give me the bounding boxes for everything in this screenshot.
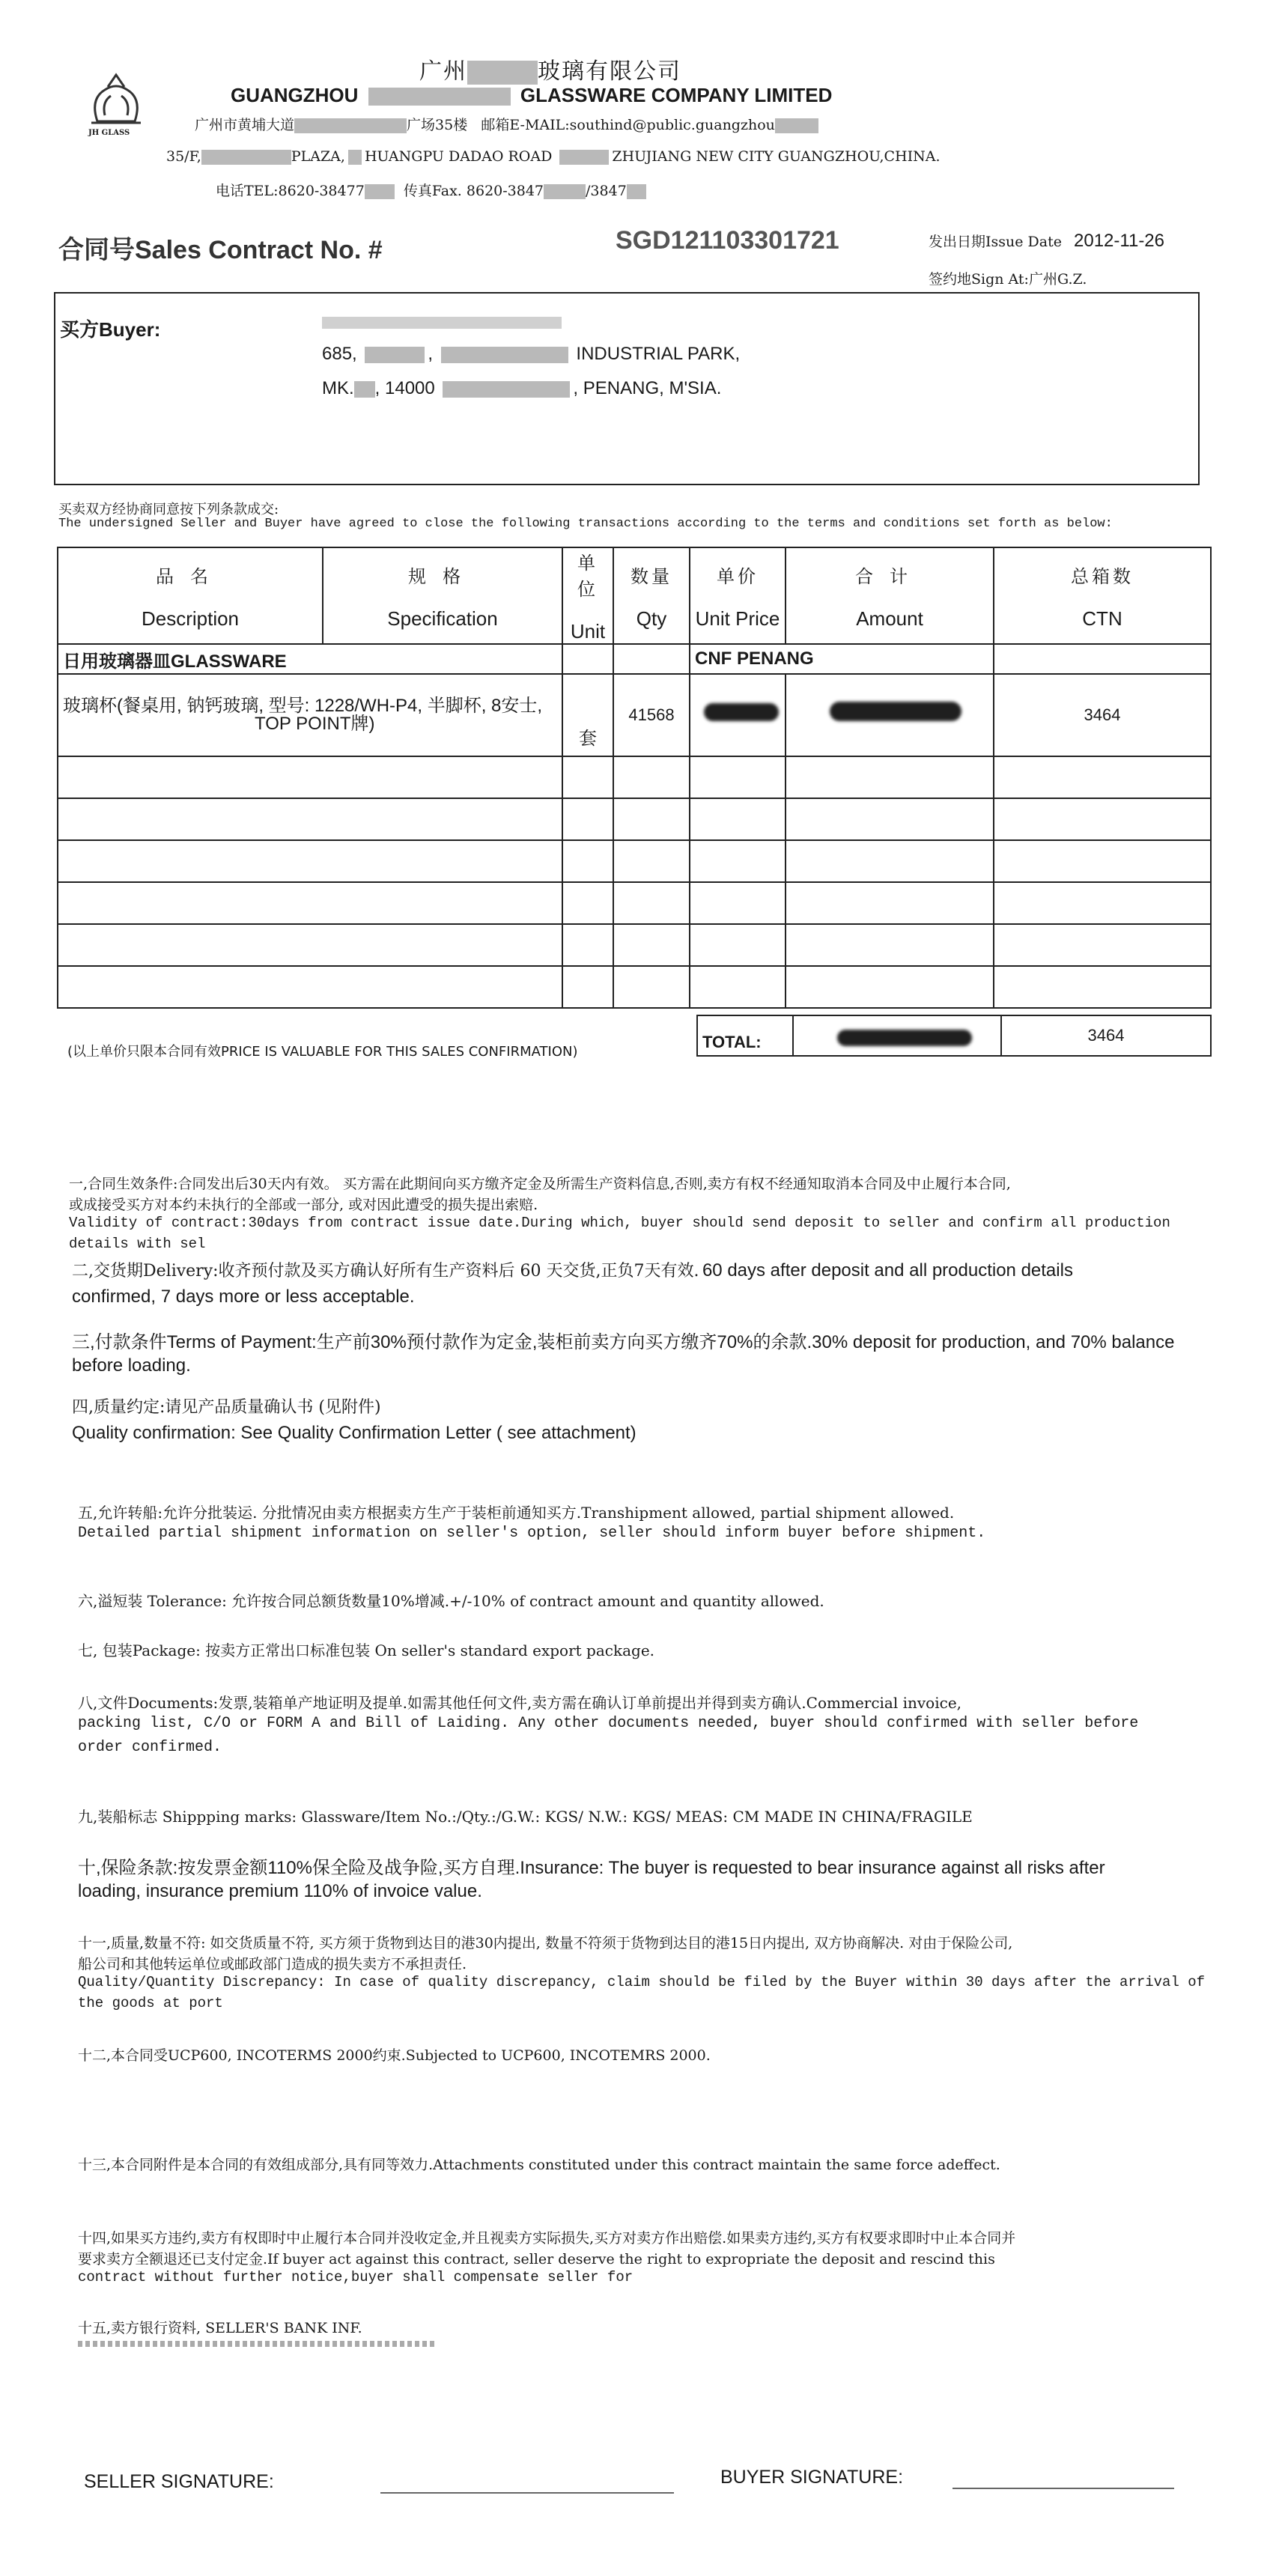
redaction-blot xyxy=(704,703,779,721)
term-8-b: packing list, C/O or FORM A and Bill of Laiding. Any other documents needed, buyer should confirmed with seller before xyxy=(78,1715,1139,1732)
term-1-cn-2: 或成接受买方对本约未执行的全部或一部分, 或对因此遭受的损失提出索赔. xyxy=(69,1197,538,1213)
redaction xyxy=(441,347,568,363)
buyer-address-line-2: MK. , 14000 , PENANG, M'SIA. xyxy=(322,378,722,398)
term-7: 七, 包装Package: 按卖方正常出口标准包装 On seller's standard export package. xyxy=(78,1641,655,1659)
redaction xyxy=(322,317,562,329)
term-11-c: Quality/Quantity Discrepancy: In case of quality discrepancy, claim should be filed by the Buyer within 30 days after the arrival of xyxy=(78,1974,1206,1990)
item-amount-redacted xyxy=(786,674,994,756)
table-header-row xyxy=(58,547,1211,644)
term-11-d: the goods at port xyxy=(78,1995,223,2011)
issue-date: 发出日期Issue Date 2012-11-26 xyxy=(929,231,1164,251)
term-5-b: Detailed partial shipment information on seller's option, seller should inform buyer before shipment. xyxy=(78,1525,986,1542)
goods-table xyxy=(57,547,1212,1009)
table-category-row xyxy=(58,644,1211,674)
term-1-en: Validity of contract:30days from contract issue date.During which, buyer should send deposit to seller and confirm all production xyxy=(69,1215,1170,1231)
term-9: 九,装船标志 Shippping marks: Glassware/Item No.:/Qty.:/G.W.: KGS/ N.W.: KGS/ MEAS: CM MADE IN CHINA/FRAGILE xyxy=(78,1808,973,1826)
term-3: 三,付款条件Terms of Payment:生产前30%预付款作为定金,装柜前卖方向买方缴齐70%的余款.30% deposit for production, and 70% balance xyxy=(72,1332,1175,1352)
redaction-blot xyxy=(830,702,961,721)
contact-phone-fax: 电话TEL:8620-38477 传真Fax. 8620-3847 /3847 xyxy=(216,180,646,200)
address-en: 35/F, PLAZA, HUANGPU DADAO ROAD ZHUJIANG NEW CITY GUANGZHOU,CHINA. xyxy=(166,148,941,165)
redaction xyxy=(348,150,362,165)
redaction xyxy=(544,184,586,199)
term-13: 十三,本合同附件是本合同的有效组成部分,具有同等效力.Attachments constituted under this contract maintain the same force adeffect. xyxy=(78,2157,1000,2173)
term-5: 五,允许转船:允许分批装运. 分批情况由卖方根据卖方生产于装柜前通知买方.Transhipment allowed, partial shipment allowed. xyxy=(78,1504,955,1522)
term-10: 十,保险条款:按发票金额110%保全险及战争险,买方自理.Insurance: The buyer is requested to bear insurance against all risks after xyxy=(78,1858,1105,1878)
term-6: 六,溢短装 Tolerance: 允许按合同总额货数量10%增减.+/-10% of contract amount and quantity allowed. xyxy=(78,1592,824,1610)
col-unit-price: 单价 Unit Price xyxy=(690,547,786,644)
term-14: 十四,如果买方违约,卖方有权即时中止履行本合同并没收定金,并且视卖方实际损失,买方对卖方作出赔偿.如果卖方违约,买方有权要求即时中止本合同并 xyxy=(78,2230,1016,2247)
bank-info-cut-off xyxy=(78,2341,437,2347)
address-cn: 广州市黄埔大道 广场35楼 邮箱E-MAIL:southind@public.guangzhou xyxy=(195,114,818,134)
table-row-empty xyxy=(58,966,1211,1008)
col-description: 品名 Description xyxy=(58,547,323,644)
term-4: 四,质量约定:请见产品质量确认书 (见附件) xyxy=(72,1398,381,1417)
redaction xyxy=(201,150,291,165)
redaction xyxy=(354,381,375,398)
table-row-empty xyxy=(58,756,1211,798)
table-row-empty xyxy=(58,924,1211,966)
term-12: 十二,本合同受UCP600, INCOTERMS 2000约束.Subjected to UCP600, INCOTEMRS 2000. xyxy=(78,2047,711,2064)
term-10-b: loading, insurance premium 110% of invoice value. xyxy=(78,1881,482,1901)
table-row-empty xyxy=(58,798,1211,840)
price-note: (以上单价只限本合同有效PRICE IS VALUABLE FOR THIS SALES CONFIRMATION) xyxy=(67,1044,578,1060)
term-11-b: 船公司和其他转运单位或邮政部门造成的损失卖方不承担责任. xyxy=(78,1956,467,1972)
total-ctn: 3464 xyxy=(1001,1015,1211,1056)
col-unit: 单位 Unit xyxy=(562,547,613,644)
buyer-name-redacted xyxy=(322,316,562,329)
agreement-cn: 买卖双方经协商同意按下列条款成交: xyxy=(58,502,279,517)
buyer-address xyxy=(322,337,740,406)
sign-at: 签约地Sign At:广州G.Z. xyxy=(929,271,1087,288)
redaction xyxy=(775,118,818,133)
redaction xyxy=(467,61,538,85)
col-specification: 规格 Specification xyxy=(323,547,562,644)
buyer-signature-line[interactable] xyxy=(952,2488,1174,2489)
redaction xyxy=(559,150,609,165)
term-1-cn: 一,合同生效条件:合同发出后30天内有效。 买方需在此期间向买方缴齐定金及所需生产资料信息,否则,卖方有权不经通知取消本合同及中止履行本合同, xyxy=(69,1176,1011,1192)
redaction xyxy=(365,184,395,199)
col-qty: 数量 Qty xyxy=(613,547,690,644)
buyer-label: 买方Buyer: xyxy=(60,318,161,341)
price-term-cell: CNF PENANG xyxy=(690,644,994,674)
redaction xyxy=(368,88,511,106)
total-amount-redacted xyxy=(793,1015,1001,1056)
col-ctn: 总箱数 CTN xyxy=(994,547,1211,644)
total-row xyxy=(696,1015,1212,1057)
company-logo xyxy=(75,69,157,141)
table-row xyxy=(58,674,1211,756)
term-3-b: before loading. xyxy=(72,1355,191,1376)
redaction xyxy=(627,184,646,199)
redaction-blot xyxy=(837,1030,972,1046)
total-label: TOTAL: xyxy=(697,1015,793,1056)
term-15: 十五,卖方银行资料, SELLER'S BANK INF. xyxy=(78,2320,362,2336)
redaction xyxy=(294,118,407,133)
term-2-b: confirmed, 7 days more or less acceptable. xyxy=(72,1287,415,1307)
category-cell: 日用玻璃器皿GLASSWARE xyxy=(58,644,562,674)
item-unit-price-redacted xyxy=(690,674,786,756)
item-description: 玻璃杯(餐桌用, 钠钙玻璃, 型号: 1228/WH-P4, 半脚杯, 8安士, TOP POINT牌) xyxy=(58,674,562,756)
term-2: 二,交货期Delivery:收齐预付款及买方确认好所有生产资料后 60 天交货,正负7天有效. 60 days after deposit and all production details xyxy=(72,1260,1073,1281)
col-amount: 合计 Amount xyxy=(786,547,994,644)
seller-signature-line[interactable] xyxy=(380,2492,674,2494)
term-1-en-2: details with sel xyxy=(69,1236,206,1252)
table-row-empty xyxy=(58,882,1211,924)
term-4-b: Quality confirmation: See Quality Confirmation Letter ( see attachment) xyxy=(72,1423,636,1443)
redaction xyxy=(365,347,425,363)
agreement-en: The undersigned Seller and Buyer have agreed to close the following transactions according to the terms and conditions set forth as below: xyxy=(58,517,1113,531)
contract-no-label: 合同号Sales Contract No. # xyxy=(58,236,383,264)
term-8: 八,文件Documents:发票,装箱单产地证明及提单.如需其他任何文件,卖方需在确认订单前提出并得到卖方确认.Commercial invoice, xyxy=(78,1694,962,1712)
buyer-signature-label: BUYER SIGNATURE: xyxy=(720,2467,904,2488)
seller-signature-label: SELLER SIGNATURE: xyxy=(84,2471,274,2492)
term-8-c: order confirmed. xyxy=(78,1739,222,1756)
logo-text: JH GLASS xyxy=(88,129,130,137)
contract-number: SGD121103301721 xyxy=(616,226,839,255)
item-unit: 套 xyxy=(562,674,613,756)
company-name-cn: 广州 玻璃有限公司 xyxy=(419,58,681,85)
term-14-b: 要求卖方全额退还已支付定金.If buyer act against this contract, seller deserve the right to expropriate the deposit and rescind this xyxy=(78,2251,995,2267)
redaction xyxy=(443,381,570,398)
item-qty: 41568 xyxy=(613,674,690,756)
company-name-en: GUANGZHOU GLASSWARE COMPANY LIMITED xyxy=(231,84,833,106)
buyer-address-line-1: 685, , INDUSTRIAL PARK, xyxy=(322,344,741,364)
term-11: 十一,质量,数量不符: 如交货质量不符, 买方须于货物到达目的港30内提出, 数量不符须于货物到达目的港15日内提出, 双方协商解决. 对由于保险公司, xyxy=(78,1935,1013,1951)
table-row-empty xyxy=(58,840,1211,882)
item-ctn: 3464 xyxy=(994,674,1211,756)
term-14-c: contract without further notice,buyer shall compensate seller for xyxy=(78,2269,634,2285)
